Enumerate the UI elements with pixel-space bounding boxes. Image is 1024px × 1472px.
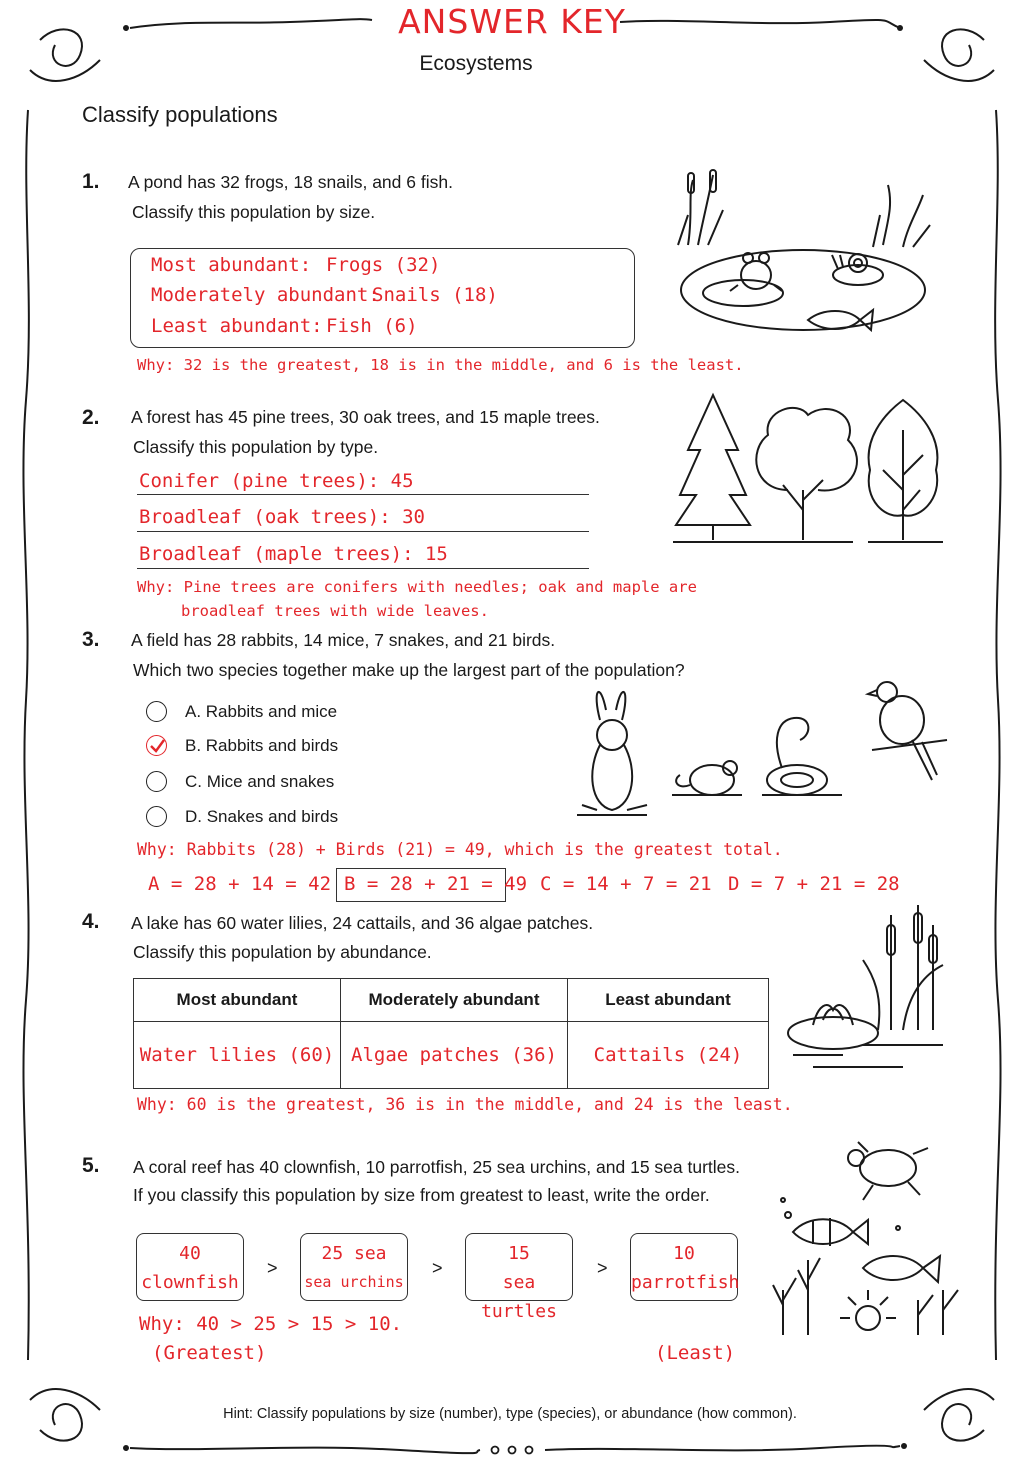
q4-cell-moderate: Algae patches (36) [341,1022,568,1089]
greater-than-3: > [597,1258,608,1278]
footer-hint: Hint: Classify populations by size (number), type (species), or abundance (how common). [223,1406,797,1422]
q4-cell-least: Cattails (24) [568,1022,769,1089]
option-d-radio[interactable] [146,806,167,827]
order-box-1-count: 40 [179,1243,201,1264]
order-box-4 [630,1233,738,1301]
answer-key-title: ANSWER KEY [398,2,626,41]
q1-row3-value: Fish (6) [326,315,418,337]
checkmark-icon [147,736,167,756]
q1-row2-label: Moderately abundant: [151,284,380,306]
q2-number: 2. [82,406,100,429]
lake-illustration [783,905,953,1075]
q1-number: 1. [82,170,100,193]
order-box-1 [136,1233,244,1301]
q3-sum-c: C = 14 + 7 = 21 [540,873,712,895]
q4-header-moderate: Moderately abundant [341,979,568,1022]
order-box-1-name: clownfish [141,1272,239,1293]
field-animals-illustration [572,680,952,820]
q4-line2: Classify this population by abundance. [133,942,432,962]
q2-answer-3: Broadleaf (maple trees): 15 [139,543,448,565]
q3-line2: Which two species together make up the largest part of the population? [133,660,685,680]
q3-sum-a: A = 28 + 14 = 42 [148,873,332,895]
q4-header-least: Least abundant [568,979,769,1022]
q5-line1: A coral reef has 40 clownfish, 10 parrotfish, 25 sea urchins, and 15 sea turtles. [133,1157,741,1177]
q2-answer-1: Conifer (pine trees): 45 [139,470,414,492]
q2-line2: Classify this population by type. [133,437,379,457]
order-box-2-name: sea urchins [304,1273,404,1291]
q3-sum-d: D = 7 + 21 = 28 [728,873,900,895]
order-box-2-count: 25 sea [321,1243,387,1264]
q5-line2: If you classify this population by size from greatest to least, write the order. [133,1185,710,1205]
greater-than-1: > [267,1258,278,1278]
order-box-3 [465,1233,573,1322]
q2-why-line2: broadleaf trees with wide leaves. [181,602,489,620]
order-box-4-count: 10 [673,1243,695,1264]
q4-header-most: Most abundant [134,979,341,1022]
order-box-4-name: parrotfish [631,1272,740,1293]
q1-row1-value: Frogs (32) [326,254,441,276]
q5-number: 5. [82,1154,100,1177]
coral-reef-illustration [768,1140,968,1340]
option-c-label: C. Mice and snakes [185,772,335,791]
greatest-label: (Greatest) [152,1342,267,1364]
greater-than-2: > [432,1258,443,1278]
pond-illustration [668,165,938,345]
q5-why: Why: 40 > 25 > 15 > 10. [139,1313,403,1335]
section-heading: Classify populations [82,102,278,127]
q2-line1: A forest has 45 pine trees, 30 oak trees, and 15 maple trees. [131,407,600,427]
q3-line1: A field has 28 rabbits, 14 mice, 7 snakes, and 21 birds. [131,630,556,650]
option-b-label: B. Rabbits and birds [185,736,339,755]
trees-illustration [668,390,948,550]
q3-why: Why: Rabbits (28) + Birds (21) = 49, which is the greatest total. [137,840,783,859]
order-box-3-count: 15 [508,1243,530,1264]
q1-line2: Classify this population by size. [132,202,376,222]
subject-subtitle: Ecosystems [419,52,533,75]
q2-answer-2: Broadleaf (oak trees): 30 [139,506,425,528]
q4-number: 4. [82,910,100,933]
q1-row1-label: Most abundant: [151,254,312,276]
q2-why-line1: Why: Pine trees are conifers with needles; oak and maple are [137,578,697,596]
q4-line1: A lake has 60 water lilies, 24 cattails, and 36 algae patches. [131,913,594,933]
q3-sum-b: B = 28 + 21 = 49 [344,873,528,895]
option-d-label: D. Snakes and birds [185,807,339,826]
q1-why: Why: 32 is the greatest, 18 is in the middle, and 6 is the least. [137,356,744,374]
q3-number: 3. [82,628,100,651]
option-a-radio[interactable] [146,701,167,722]
q4-why: Why: 60 is the greatest, 36 is in the middle, and 24 is the least. [137,1095,793,1114]
order-box-3-name: sea turtles [481,1272,557,1322]
least-label: (Least) [655,1342,736,1364]
q1-row2-value: Snails (18) [372,284,498,306]
q4-cell-most: Water lilies (60) [134,1022,341,1089]
q1-row3-label: Least abundant: [151,315,323,337]
option-a-label: A. Rabbits and mice [185,702,338,721]
q4-abundance-table [133,978,769,1089]
q1-line1: A pond has 32 frogs, 18 snails, and 6 fish. [128,172,453,192]
order-box-2 [300,1233,408,1301]
option-c-radio[interactable] [146,771,167,792]
